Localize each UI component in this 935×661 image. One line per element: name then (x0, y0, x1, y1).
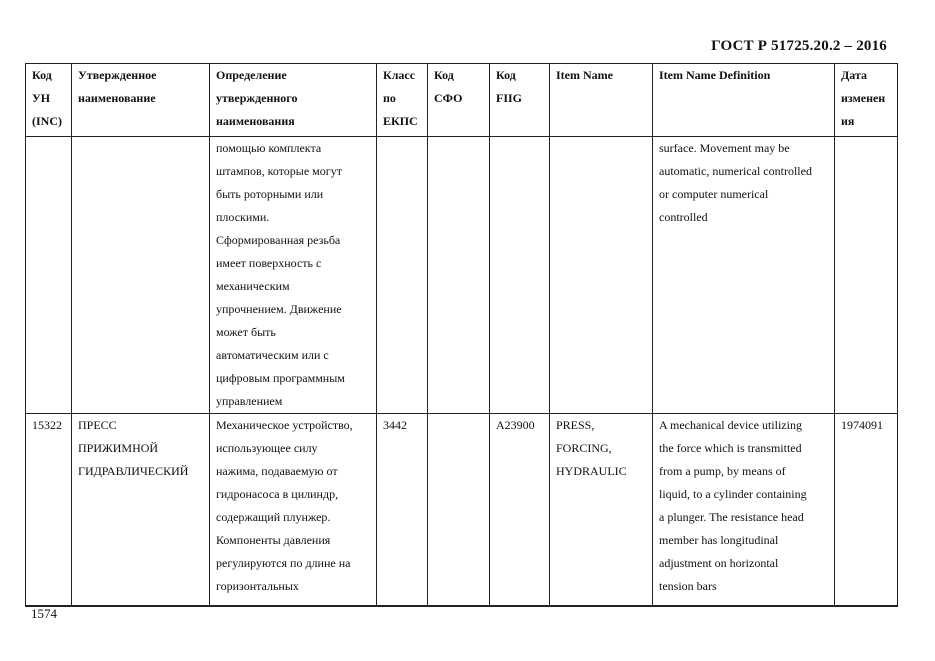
cell-sfo-code (428, 137, 490, 414)
cell-text-line: tension bars (659, 579, 717, 593)
cell-text-line: FORCING, (556, 441, 612, 455)
cell-text-line: Компоненты давления (216, 533, 331, 547)
cell-text-line: автоматическим или с (216, 348, 329, 362)
cell-text-line: Item Name Definition (659, 68, 771, 82)
cell-text-line: УН (32, 91, 51, 105)
cell-text-line: Код (434, 68, 454, 82)
cell-text-line: Класс (383, 68, 416, 82)
cell-text-line: Дата (841, 68, 867, 82)
cell-text-line: Сформированная резьба (216, 233, 341, 247)
page-number: 1574 (31, 606, 57, 621)
cell-inc (26, 137, 72, 414)
cell-text-line: наименования (216, 114, 295, 128)
header-item-name (550, 64, 653, 137)
cell-text-line: the force which is transmitted (659, 441, 802, 455)
cell-text-line: automatic, numerical controlled (659, 164, 812, 178)
cell-text-line: from a pump, by means of (659, 464, 786, 478)
cell-text-line: PRESS, (556, 418, 595, 432)
cell-text-line: ЕКПС (383, 114, 418, 128)
cell-text-line: A23900 (496, 418, 535, 432)
cell-text-line: горизонтальных (216, 579, 299, 593)
cell-text-line: утвержденного (216, 91, 298, 105)
table-header-row (26, 64, 898, 137)
header-approved-name (72, 64, 210, 137)
cell-text-line: 15322 (32, 418, 62, 432)
cell-text-line: нажима, подаваемую от (216, 464, 338, 478)
cell-definition-en (653, 414, 835, 606)
cell-text-line: содержащий плунжер. (216, 510, 331, 524)
cell-text-line: механическим (216, 279, 290, 293)
cell-text-line: surface. Movement may be (659, 141, 790, 155)
cell-change-date (835, 414, 898, 606)
catalog-table (25, 63, 898, 607)
cell-text-line: по (383, 91, 396, 105)
cell-change-date (835, 137, 898, 414)
standard-code: ГОСТ Р 51725.20.2 – 2016 (711, 38, 887, 54)
header-inc-code (26, 64, 72, 137)
cell-text-line: наименование (78, 91, 156, 105)
cell-text-line: Утвержденное (78, 68, 157, 82)
cell-item-name (550, 414, 653, 606)
cell-text-line: может быть (216, 325, 276, 339)
table-row (26, 414, 898, 606)
cell-text-line: a plunger. The resistance head (659, 510, 804, 524)
cell-text-line: изменен (841, 91, 886, 105)
cell-approved-name (72, 137, 210, 414)
cell-text-line: or computer numerical (659, 187, 769, 201)
header-sfo-code (428, 64, 490, 137)
table-row (26, 137, 898, 414)
cell-text-line: A mechanical device utilizing (659, 418, 802, 432)
cell-item-name (550, 137, 653, 414)
cell-text-line: регулируются по длине на (216, 556, 351, 570)
cell-text-line: controlled (659, 210, 708, 224)
cell-text-line: быть роторными или (216, 187, 324, 201)
cell-text-line: ПРИЖИМНОЙ (78, 441, 159, 455)
cell-text-line: 1974091 (841, 418, 883, 432)
cell-text-line: adjustment on horizontal (659, 556, 779, 570)
header-fiig-code (490, 64, 550, 137)
cell-ekps-class (377, 414, 428, 606)
cell-text-line: HYDRAULIC (556, 464, 627, 478)
cell-text-line: упрочнением. Движение (216, 302, 342, 316)
cell-text-line: плоскими. (216, 210, 270, 224)
cell-sfo-code (428, 414, 490, 606)
cell-text-line: штампов, которые могут (216, 164, 342, 178)
cell-text-line: FIIG (496, 91, 523, 105)
cell-text-line: Определение (216, 68, 287, 82)
header-change-date (835, 64, 898, 137)
cell-fiig-code (490, 414, 550, 606)
cell-text-line: Механическое устройство, (216, 418, 353, 432)
cell-text-line: Код (32, 68, 52, 82)
cell-text-line: управлением (216, 394, 283, 408)
cell-ekps-class (377, 137, 428, 414)
cell-text-line: liquid, to a cylinder containing (659, 487, 807, 501)
cell-definition-ru (210, 414, 377, 606)
cell-text-line: помощью комплекта (216, 141, 322, 155)
header-definition-ru (210, 64, 377, 137)
cell-fiig-code (490, 137, 550, 414)
cell-text-line: 3442 (383, 418, 407, 432)
cell-text-line: ия (841, 114, 855, 128)
header-ekps-class (377, 64, 428, 137)
cell-text-line: имеет поверхность с (216, 256, 322, 270)
cell-inc (26, 414, 72, 606)
cell-text-line: (INC) (32, 114, 62, 128)
cell-approved-name (72, 414, 210, 606)
cell-definition-en (653, 137, 835, 414)
cell-definition-ru (210, 137, 377, 414)
header-item-definition (653, 64, 835, 137)
cell-text-line: ПРЕСС (78, 418, 117, 432)
cell-text-line: гидронасоса в цилиндр, (216, 487, 339, 501)
cell-text-line: Код (496, 68, 516, 82)
cell-text-line: ГИДРАВЛИЧЕСКИЙ (78, 464, 189, 478)
cell-text-line: использующее силу (216, 441, 318, 455)
cell-text-line: Item Name (556, 68, 613, 82)
cell-text-line: СФО (434, 91, 463, 105)
cell-text-line: цифровым программным (216, 371, 345, 385)
cell-text-line: member has longitudinal (659, 533, 779, 547)
